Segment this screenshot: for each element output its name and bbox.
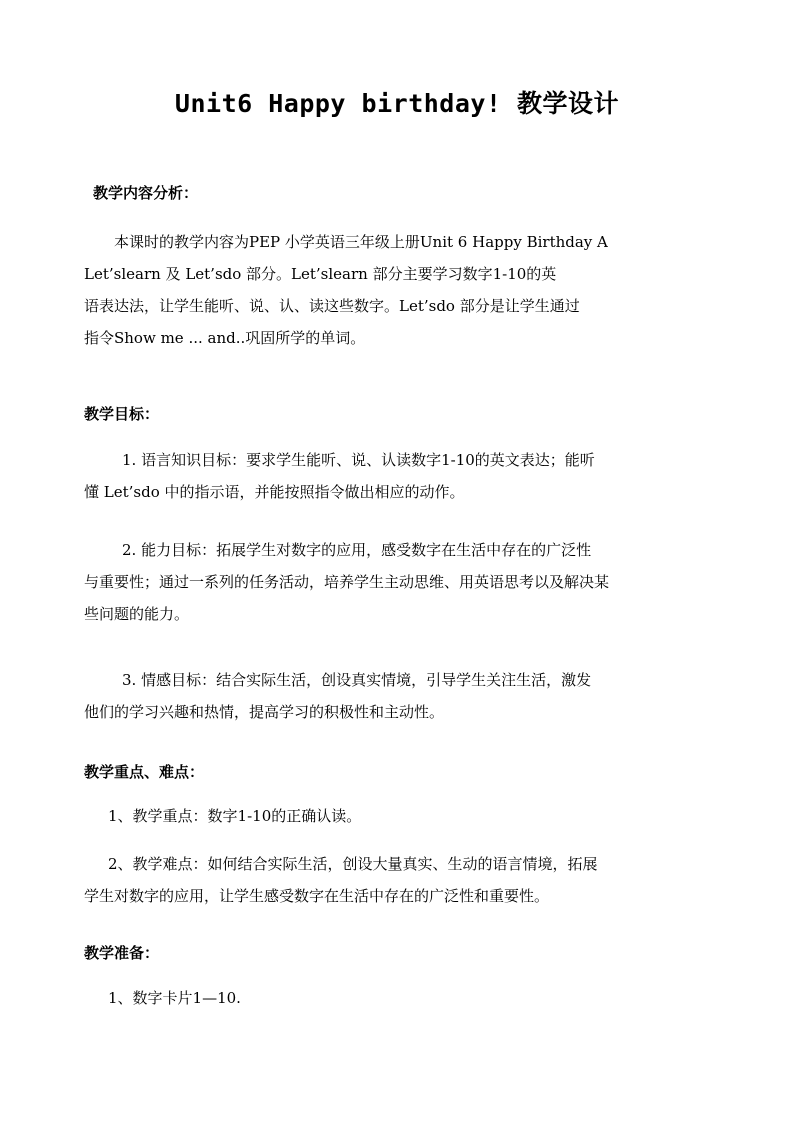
paragraph-line: 指令Show me ... and..巩固所学的单词。 [84,329,366,347]
paragraph-line: 2. 能力目标：拓展学生对数字的应用，感受数字在生活中存在的广泛性 [122,541,592,559]
section-heading-key-points: 教学重点、难点： [84,763,205,781]
paragraph-line: 些问题的能力。 [84,605,190,623]
paragraph-line: 学生对数字的应用，让学生感受数字在生活中存在的广泛性和重要性。 [84,887,550,905]
paragraph-content-analysis [84,226,714,354]
document-title: Unit6 Happy birthday! 教学设计 [174,89,620,118]
paragraph-line: 2、教学难点：如何结合实际生活，创设大量真实、生动的语言情境，拓展 [108,855,598,873]
paragraph-line: 懂 Let’sdo 中的指示语，并能按照指令做出相应的动作。 [84,483,465,501]
section-heading-preparation: 教学准备： [84,944,160,962]
paragraph-line: 1. 语言知识目标：要求学生能听、说、认读数字1-10的英文表达；能听 [122,451,595,469]
paragraph-line: 与重要性；通过一系列的任务活动，培养学生主动思维、用英语思考以及解决某 [84,573,610,591]
paragraph-objective-1 [84,444,714,508]
section-heading-content-analysis: 教学内容分析： [93,184,199,202]
paragraph-line: Let’slearn 及 Let’sdo 部分。Let’slearn 部分主要学习数字1-10的英 [84,265,557,283]
paragraph-objective-3 [84,664,714,728]
section-heading-objectives: 教学目标： [84,405,160,423]
paragraph-line: 1、教学重点：数字1-10的正确认读。 [108,807,362,825]
paragraph-line: 3. 情感目标：结合实际生活，创设真实情境，引导学生关注生活，激发 [122,671,592,689]
paragraph-line: 他们的学习兴趣和热情，提高学习的积极性和主动性。 [84,703,445,721]
paragraph-objective-2 [84,534,714,630]
paragraph-key-point-1 [84,800,714,832]
paragraph-key-point-2 [84,848,714,912]
paragraph-preparation-1 [84,982,714,1014]
paragraph-line: 语表达法，让学生能听、说、认、读这些数字。Let’sdo 部分是让学生通过 [84,297,580,315]
paragraph-line: 本课时的教学内容为PEP 小学英语三年级上册Unit 6 Happy Birthday A [114,233,608,251]
paragraph-line: 1、数字卡片1—10. [108,989,241,1007]
